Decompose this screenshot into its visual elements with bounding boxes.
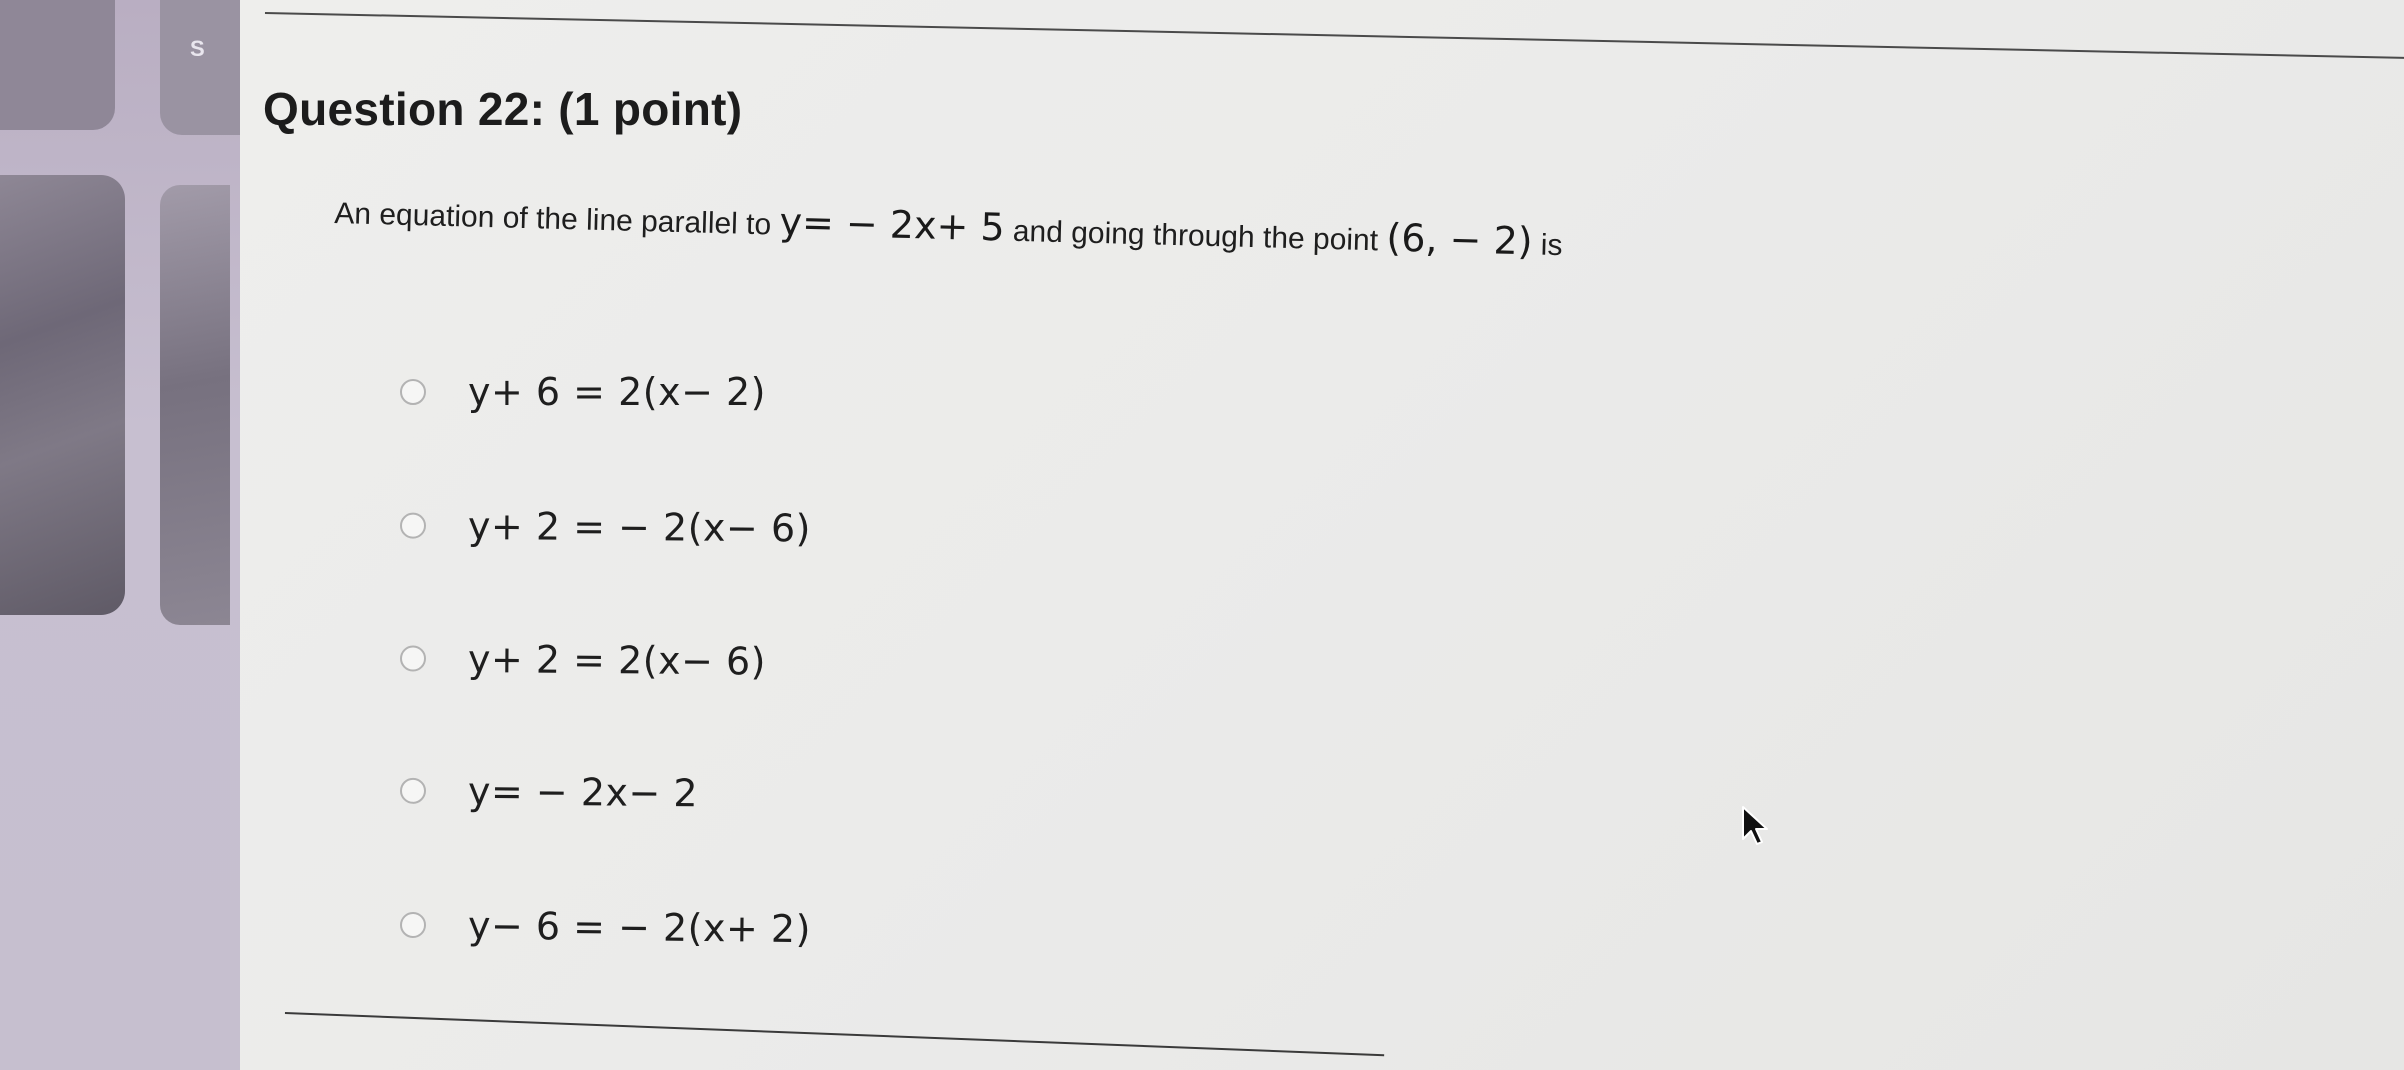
side-letter: S bbox=[190, 36, 205, 61]
answer-choice-2[interactable] bbox=[400, 504, 811, 551]
background-photo-tile bbox=[160, 185, 230, 625]
prompt-text-after: is bbox=[1540, 228, 1563, 263]
prompt-equation: y= − 2x+ 5 bbox=[779, 199, 1006, 250]
answer-choice-5[interactable] bbox=[400, 903, 811, 951]
answer-choice-label: y+ 2 = − 2(x− 6) bbox=[467, 504, 812, 551]
background-photo-tile bbox=[0, 175, 125, 615]
prompt-point: (6, − 2) bbox=[1385, 215, 1534, 264]
background-tile bbox=[160, 0, 240, 135]
answer-choice-3[interactable] bbox=[400, 636, 766, 683]
prompt-text-before: An equation of the line parallel to bbox=[333, 196, 772, 242]
radio-button-icon[interactable] bbox=[400, 912, 426, 938]
answer-choice-label: y+ 2 = 2(x− 6) bbox=[467, 636, 767, 684]
answer-choice-label: y− 6 = − 2(x+ 2) bbox=[467, 903, 812, 952]
answer-choice-label: y= − 2x− 2 bbox=[467, 769, 699, 816]
answer-choice-1[interactable] bbox=[400, 370, 766, 414]
radio-button-icon[interactable] bbox=[400, 379, 426, 405]
radio-button-icon[interactable] bbox=[400, 645, 426, 671]
answer-choice-label: y+ 6 = 2(x− 2) bbox=[468, 370, 766, 414]
background-tile bbox=[0, 0, 115, 130]
question-title: Question 22: (1 point) bbox=[263, 83, 743, 135]
answer-choice-4[interactable] bbox=[400, 769, 698, 816]
radio-button-icon[interactable] bbox=[400, 778, 426, 804]
radio-button-icon[interactable] bbox=[400, 513, 426, 539]
arrow-cursor-icon bbox=[1740, 805, 1770, 847]
prompt-text-middle: and going through the point bbox=[1012, 214, 1379, 258]
